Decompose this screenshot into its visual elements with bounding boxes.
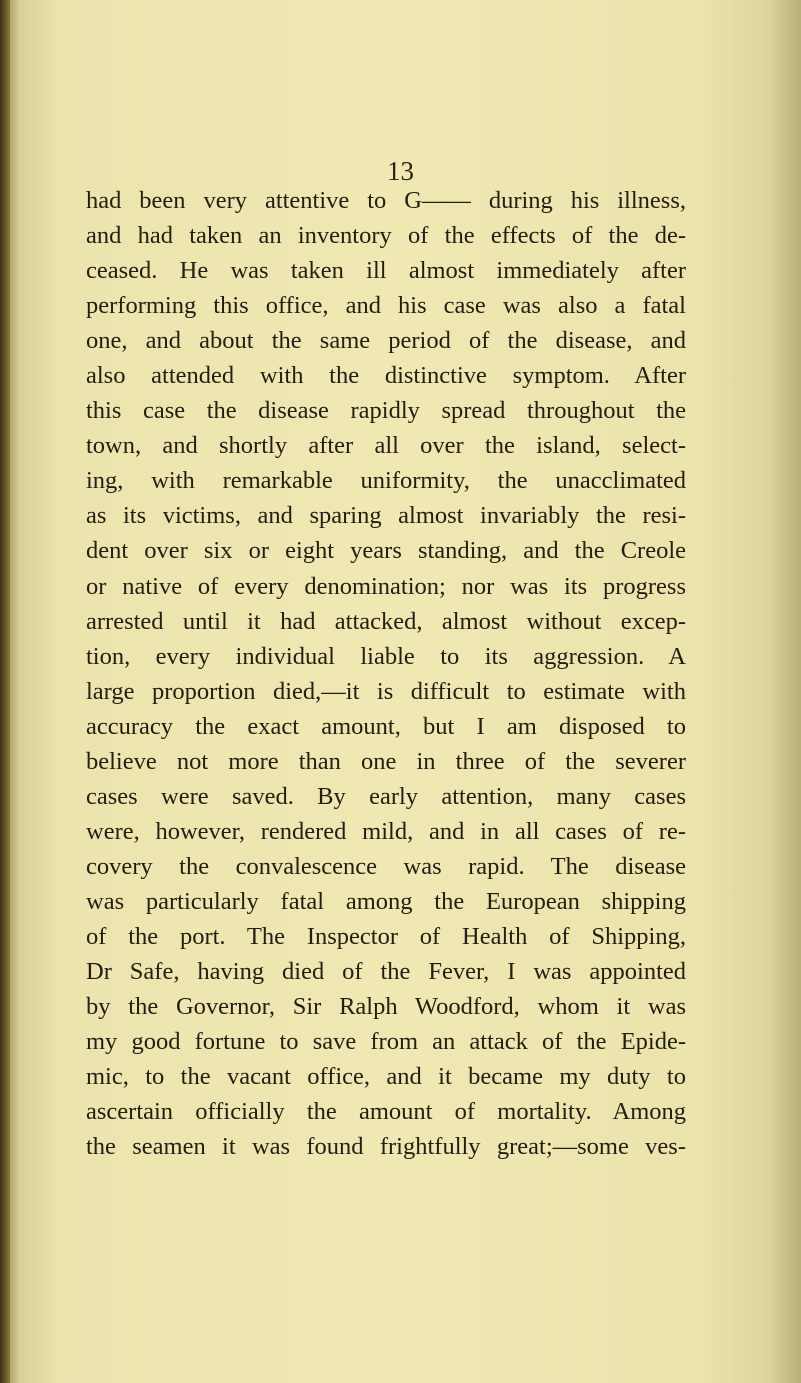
text-line: dent over six or eight years standing, and the Creole	[86, 537, 686, 565]
text-line: ing, with remarkable uniformity, the unacclimated	[86, 467, 686, 495]
text-line: ascertain officially the amount of mortality. Among	[86, 1098, 686, 1126]
text-line: by the Governor, Sir Ralph Woodford, whom it was	[86, 993, 686, 1021]
text-line: this case the disease rapidly spread throughout the	[86, 397, 686, 425]
text-line: my good fortune to save from an attack of the Epide-	[86, 1028, 686, 1056]
text-line: or native of every denomination; nor was its progress	[86, 572, 686, 600]
text-line: had been very attentive to G—— during his illness,	[86, 187, 686, 214]
text-line: ceased. He was taken ill almost immediately after	[86, 257, 686, 285]
text-line: also attended with the distinctive symptom. After	[86, 362, 686, 390]
text-line: tion, every individual liable to its aggression. A	[86, 642, 686, 670]
text-line: the seamen it was found frightfully great;—some ves-	[86, 1133, 686, 1161]
text-line: town, and shortly after all over the island, select-	[86, 432, 686, 460]
text-line: large proportion died,—it is difficult to estimate with	[86, 677, 686, 705]
text-line: one, and about the same period of the disease, and	[86, 327, 686, 355]
text-line: accuracy the exact amount, but I am disposed to	[86, 712, 686, 740]
text-line: was particularly fatal among the European shipping	[86, 887, 686, 915]
text-line: performing this office, and his case was also a fatal	[86, 292, 686, 320]
text-line: were, however, rendered mild, and in all cases of re-	[86, 817, 686, 845]
page-number: 13	[387, 156, 414, 186]
text-line: mic, to the vacant office, and it became my duty to	[86, 1063, 686, 1091]
text-line: of the port. The Inspector of Health of Shipping,	[86, 922, 686, 950]
page-gutter	[0, 0, 10, 1383]
text-line: covery the convalescence was rapid. The disease	[86, 852, 686, 880]
text-line: believe not more than one in three of the severer	[86, 747, 686, 775]
text-line: and had taken an inventory of the effects of the de-	[86, 222, 686, 250]
text-line: Dr Safe, having died of the Fever, I was appointed	[86, 958, 686, 986]
text-line: cases were saved. By early attention, many cases	[86, 782, 686, 810]
body-text	[86, 183, 686, 1164]
text-line: as its victims, and sparing almost invariably the resi-	[86, 502, 686, 530]
text-line: arrested until it had attacked, almost without excep-	[86, 607, 686, 635]
page-edge	[771, 0, 801, 1383]
